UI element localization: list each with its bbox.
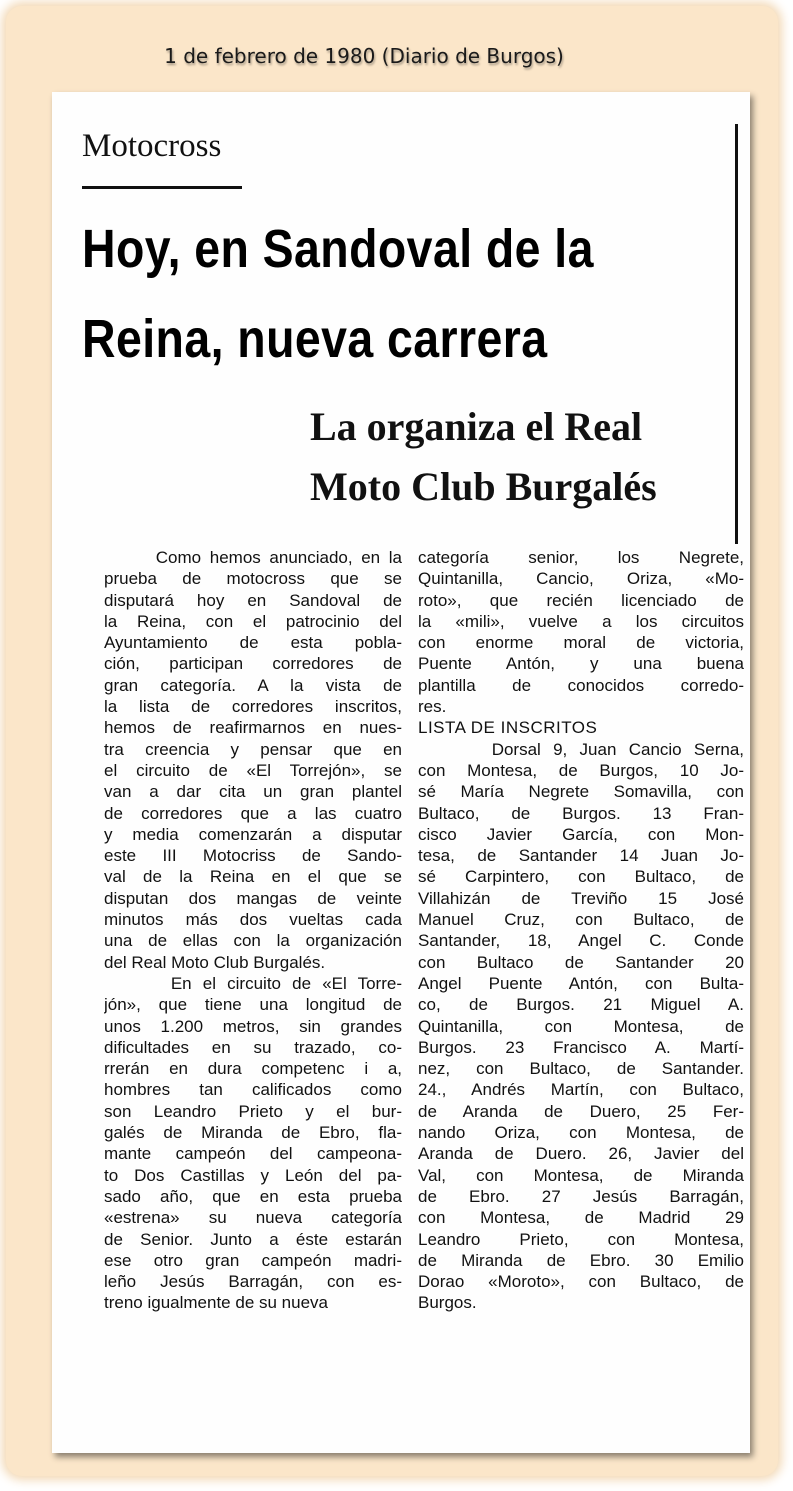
article-text-line: prueba de motocross que se <box>104 569 402 589</box>
article-text-line: to Dos Castillas y León del pa- <box>104 1165 402 1185</box>
article-text-line: «estrena» su nueva categoría <box>104 1208 402 1228</box>
article-text-line: la «mili», vuelve a los circuitos <box>418 611 744 631</box>
list-heading: LISTA DE INSCRITOS <box>418 718 598 738</box>
column-rule <box>735 124 738 544</box>
article-text-line: Val, con Montesa, de Miranda <box>418 1165 744 1185</box>
subheadline-line: Moto Club Burgalés <box>310 464 657 509</box>
article-text-line: nando Oriza, con Montesa, de <box>418 1123 744 1143</box>
article-text-line: En el circuito de «El Torre- <box>104 973 402 993</box>
article-text-line: cisco Javier García, con Mon- <box>418 824 744 844</box>
article-text-line: ese otro gran campeón madri- <box>104 1250 402 1270</box>
article-text-line: treno igualmente de su nueva <box>104 1293 328 1313</box>
headline-line: Hoy, en Sandoval de la <box>82 219 594 279</box>
article-text-line: Puente Antón, y una buena <box>418 654 744 674</box>
article-text-line: dificultades en su trazado, co- <box>104 1037 402 1057</box>
article-text-line: de Miranda de Ebro. 30 Emilio <box>418 1250 744 1270</box>
article-text-line: jón», que tiene una longitud de <box>104 995 402 1015</box>
article-text-line: Burgos. 23 Francisco A. Martí- <box>418 1037 744 1057</box>
article-text-line: de Senior. Junto a éste estarán <box>104 1229 402 1249</box>
article-text-line: disputan dos mangas de veinte <box>104 888 402 908</box>
article-text-line: Aranda de Duero. 26, Javier del <box>418 1144 744 1164</box>
article-text-line: de Ebro. 27 Jesús Barragán, <box>418 1186 744 1206</box>
article-text-line: galés de Miranda de Ebro, fla- <box>104 1123 402 1143</box>
article-text-line: minutos más dos vueltas cada <box>104 910 402 930</box>
article-text-line: tesa, de Santander 14 Juan Jo- <box>418 846 744 866</box>
caption-date-source: 1 de febrero de 1980 (Diario de Burgos) <box>164 44 564 68</box>
article-text-line: la Reina, con el patrocinio del <box>104 611 402 631</box>
article-text-line: leño Jesús Barragán, con es- <box>104 1272 402 1292</box>
article-text-line: este III Motocriss de Sando- <box>104 846 402 866</box>
article-text-line: plantilla de conocidos corredo- <box>418 675 744 695</box>
article-text-line: unos 1.200 metros, sin grandes <box>104 1016 402 1036</box>
article-text-line: tra creencia y pensar que en <box>104 739 402 759</box>
section-label: Motocross <box>82 128 222 164</box>
article-text-line: sado año, que en esta prueba <box>104 1186 402 1206</box>
article-text-line: de Aranda de Duero, 25 Fer- <box>418 1101 744 1121</box>
article-text-line: Quintanilla, Cancio, Oriza, «Mo- <box>418 569 744 589</box>
article-text-line: con enorme moral de victoria, <box>418 633 744 653</box>
article-text-line: con Bultaco de Santander 20 <box>418 952 744 972</box>
subheadline-line: La organiza el Real <box>310 404 643 449</box>
article-text-line: Quintanilla, con Montesa, de <box>418 1016 744 1036</box>
subheadline <box>310 397 730 517</box>
page-frame <box>6 6 778 1476</box>
article-text-line: la lista de corredores inscritos, <box>104 697 402 717</box>
headline <box>82 204 722 384</box>
article-text-line: ción, participan corredores de <box>104 654 402 674</box>
article-text-line: Angel Puente Antón, con Bulta- <box>418 973 744 993</box>
article-text-line: Manuel Cruz, con Bultaco, de <box>418 910 744 930</box>
article-text-line: rrerán en dura competenc i a, <box>104 1059 402 1079</box>
article-text-line: gran categoría. A la vista de <box>104 675 402 695</box>
article-column-left <box>104 547 402 1314</box>
article-text-line: nez, con Bultaco, de Santander. <box>418 1059 744 1079</box>
article-text-line: res. <box>418 697 447 717</box>
article-text-line: val de la Reina en el que se <box>104 867 402 887</box>
article-text-line: Bultaco, de Burgos. 13 Fran- <box>418 803 744 823</box>
article-text-line: hombres tan calificados como <box>104 1080 402 1100</box>
article-text-line: con Montesa, de Madrid 29 <box>418 1208 744 1228</box>
article-column-right <box>418 547 744 1314</box>
article-text-line: sé Carpintero, con Bultaco, de <box>418 867 744 887</box>
article-text-line: van a dar cita un gran plantel <box>104 782 402 802</box>
article-text-line: Santander, 18, Angel C. Conde <box>418 931 744 951</box>
article-text-line: Ayuntamiento de esta pobla- <box>104 633 402 653</box>
article-text-line: roto», que recién licenciado de <box>418 590 744 610</box>
article-text-line: Como hemos anunciado, en la <box>104 548 402 567</box>
article-text-line: el circuito de «El Torrejón», se <box>104 760 402 780</box>
article-text-line: del Real Moto Club Burgalés. <box>104 952 326 972</box>
section-underline <box>82 186 242 189</box>
article-text-line: con Montesa, de Burgos, 10 Jo- <box>418 760 744 780</box>
article-text-line: sé María Negrete Somavilla, con <box>418 782 744 802</box>
article-text-line: categoría senior, los Negrete, <box>418 548 744 567</box>
headline-line: Reina, nueva carrera <box>82 309 548 369</box>
article-text-line: Dorao «Moroto», con Bultaco, de <box>418 1272 744 1292</box>
article-text-line: mante campeón del campeona- <box>104 1144 402 1164</box>
article-text-line: una de ellas con la organización <box>104 931 402 951</box>
article-text-line: Dorsal 9, Juan Cancio Serna, <box>418 739 744 759</box>
article-text-line: Leandro Prieto, con Montesa, <box>418 1229 744 1249</box>
article-text-line: Villahizán de Treviño 15 José <box>418 888 744 908</box>
article-text-line: co, de Burgos. 21 Miguel A. <box>418 995 744 1015</box>
article-text-line: 24., Andrés Martín, con Bultaco, <box>418 1080 744 1100</box>
article-text-line: de corredores que a las cuatro <box>104 803 402 823</box>
newspaper-clipping <box>52 92 750 1453</box>
article-text-line: son Leandro Prieto y el bur- <box>104 1101 402 1121</box>
article-text-line: Burgos. <box>418 1293 477 1313</box>
article-text-line: hemos de reafirmarnos en nues- <box>104 718 402 738</box>
article-text-line: disputará hoy en Sandoval de <box>104 590 402 610</box>
article-text-line: y media comenzarán a disputar <box>104 824 402 844</box>
